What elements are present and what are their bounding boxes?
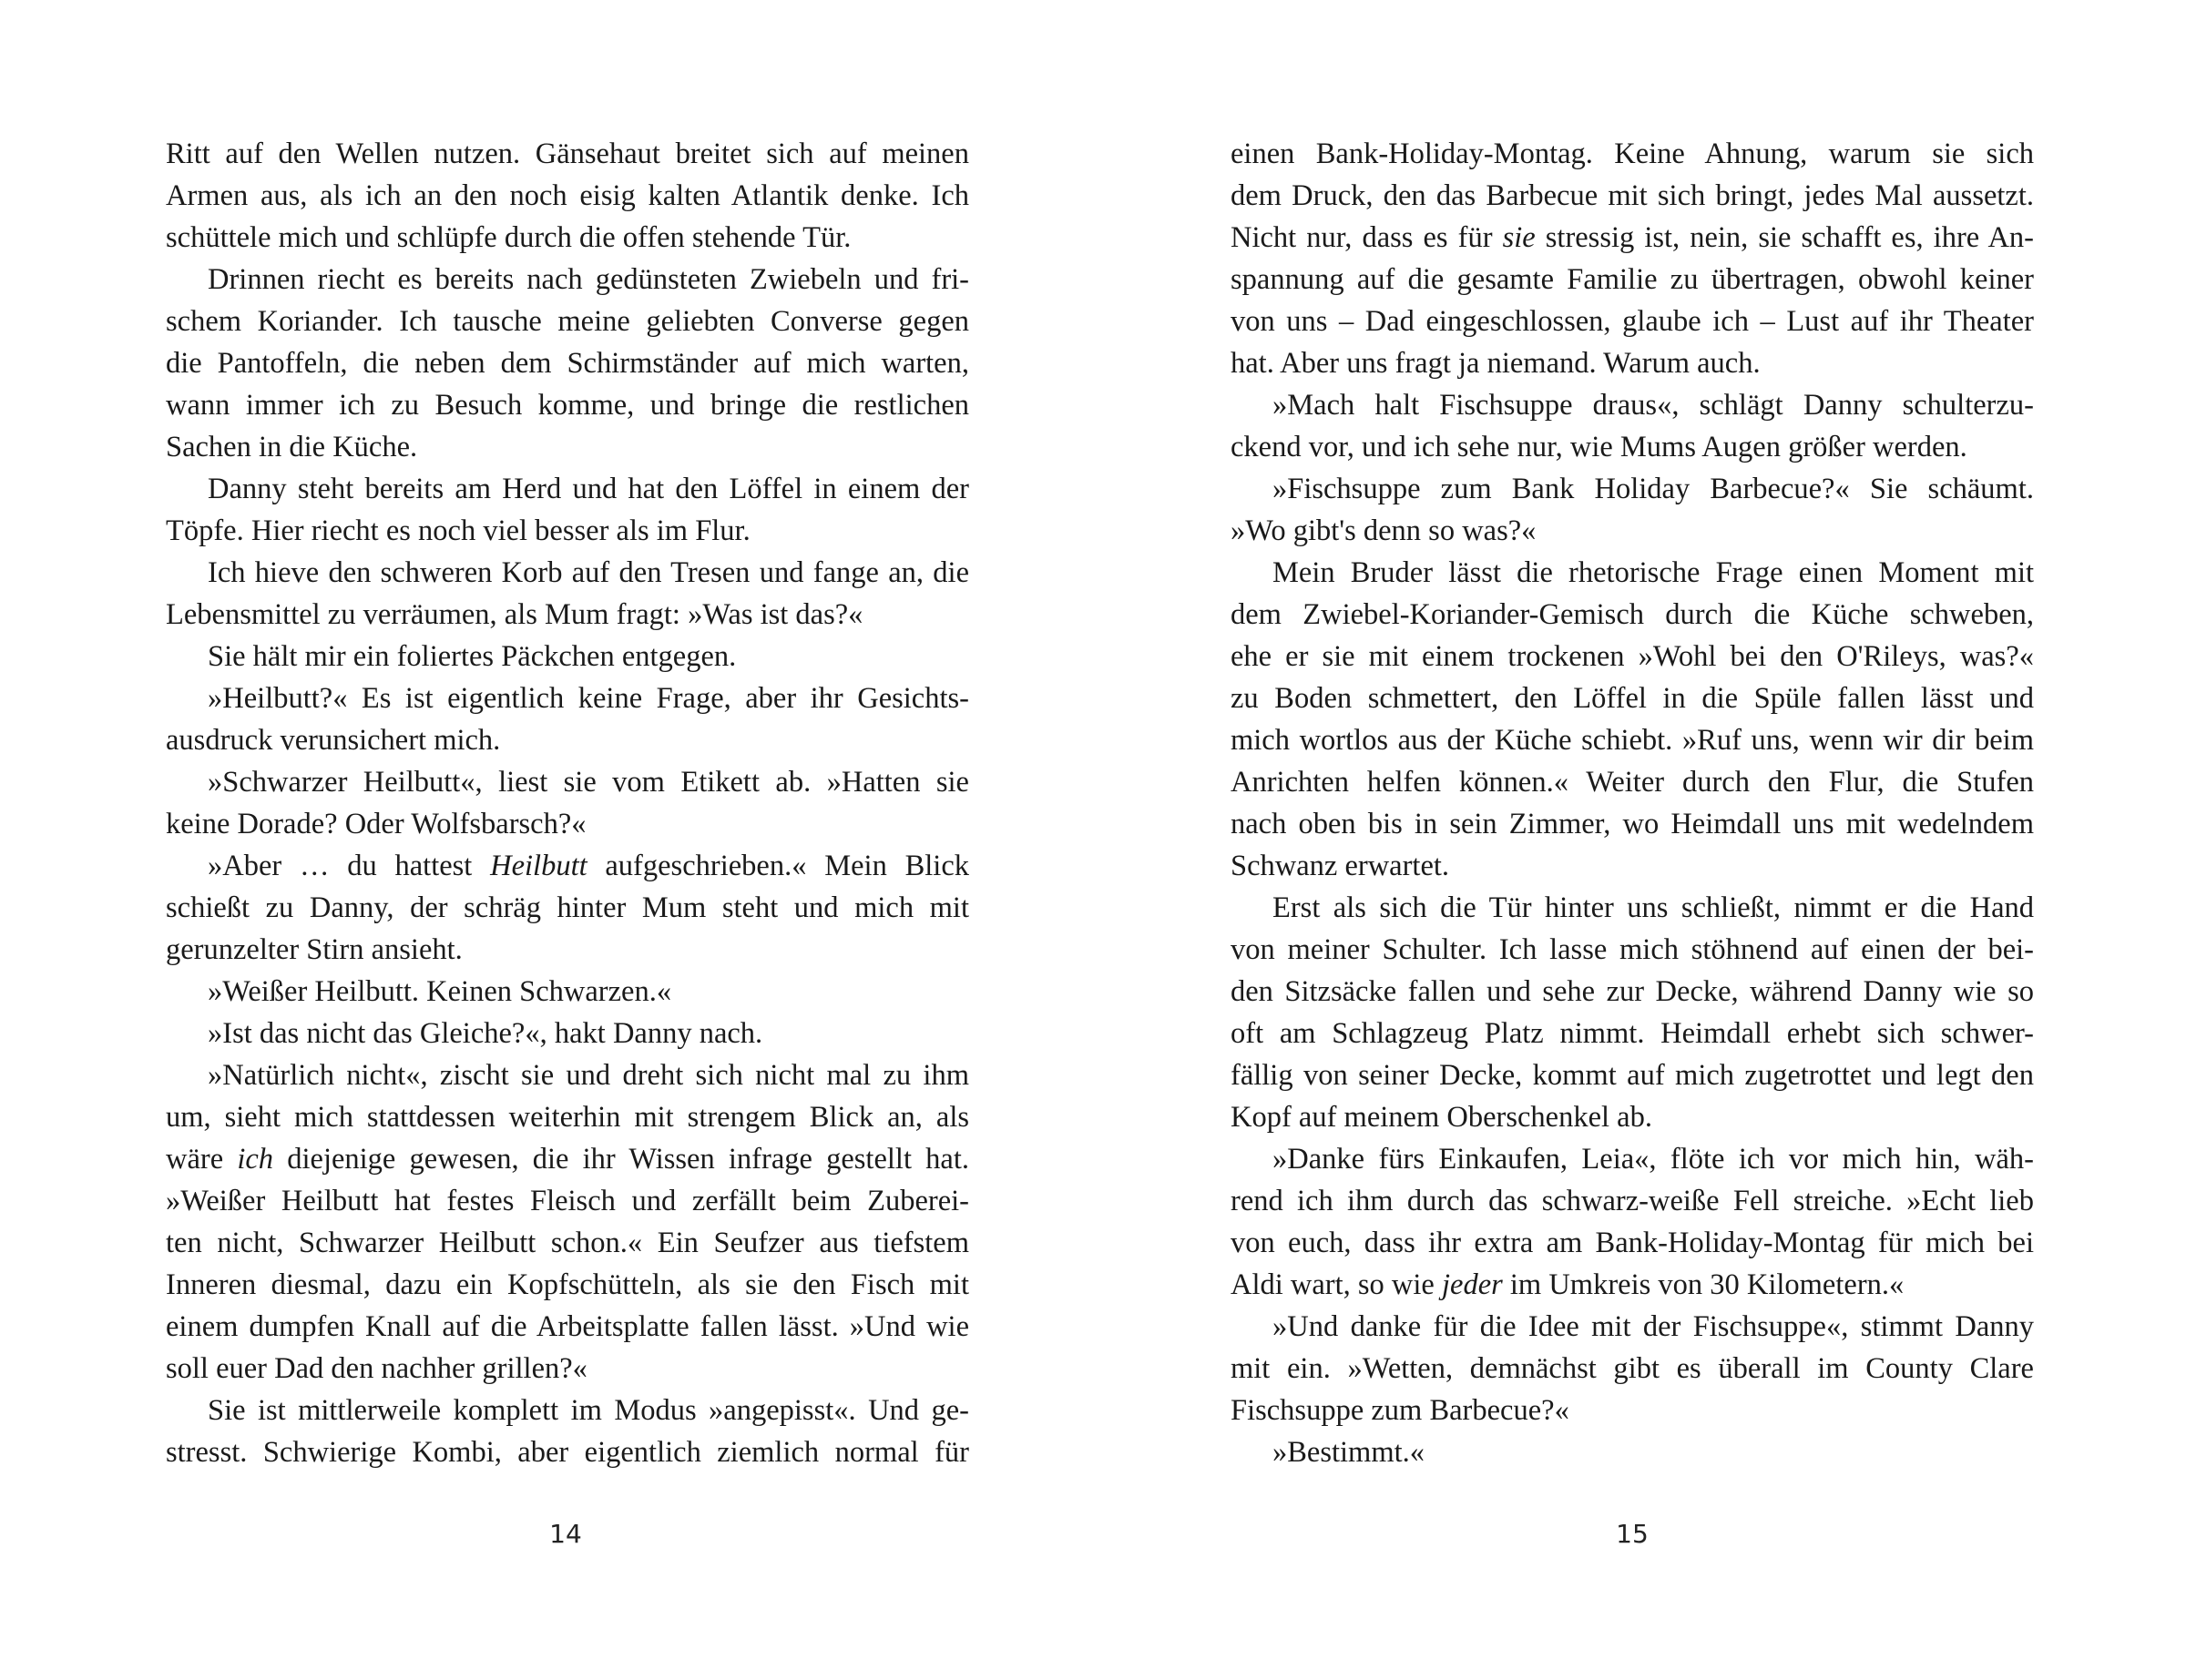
left-page-text [166, 133, 969, 1473]
text-line [1231, 677, 2034, 719]
line-text: Ritt auf den Wellen nutzen. Gänsehaut breitet sich auf meinen [166, 137, 969, 170]
line-text: »Ist das nicht das Gleiche?«, hakt Danny nach. [208, 1017, 763, 1050]
text-line [1231, 426, 2034, 468]
line-text: wäre [166, 1143, 238, 1176]
text-line [1231, 384, 2034, 426]
line-text: ckend vor, und ich sehe nur, wie Mums Augen größer werden. [1231, 431, 1967, 463]
line-text: »Danke fürs Einkaufen, Leia«, flöte ich vor mich hin, wäh- [1272, 1143, 2034, 1176]
text-line [166, 468, 969, 510]
text-line [166, 259, 969, 300]
line-text: nach oben bis in sein Zimmer, wo Heimdall uns mit wedelndem [1231, 808, 2034, 840]
text-line [166, 175, 969, 217]
text-line [1231, 342, 2034, 384]
line-text: schießt zu Danny, der schräg hinter Mum steht und mich mit [166, 891, 969, 924]
line-text: dem Druck, den das Barbecue mit sich bringt, jedes Mal aussetzt. [1231, 179, 2034, 212]
line-text: Inneren diesmal, dazu ein Kopfschütteln, als sie den Fisch mit [166, 1268, 969, 1301]
text-line [166, 1222, 969, 1264]
text-line [1231, 510, 2034, 552]
line-text: den Sitzsäcke fallen und sehe zur Decke, während Danny wie so [1231, 975, 2034, 1008]
text-line [1231, 761, 2034, 803]
text-line [1231, 1264, 2034, 1306]
line-text: Sie ist mittlerweile komplett im Modus »angepisst«. Und ge- [208, 1394, 969, 1427]
line-text: Erst als sich die Tür hinter uns schließt, nimmt er die Hand [1272, 891, 2034, 924]
text-line [1231, 803, 2034, 845]
text-line [1231, 217, 2034, 259]
italic-text: ich [237, 1143, 274, 1176]
line-text: schüttele mich und schlüpfe durch die offen stehende Tür. [166, 221, 852, 254]
line-text: diejenige gewesen, die ihr Wissen infrage gestellt hat. [273, 1143, 969, 1176]
text-line [166, 971, 969, 1013]
line-text: ausdruck verunsichert mich. [166, 724, 501, 757]
right-page-text [1231, 133, 2034, 1473]
text-line [166, 1138, 969, 1180]
line-text: spannung auf die gesamte Familie zu übertragen, obwohl keiner [1231, 263, 2034, 296]
text-line [1231, 259, 2034, 300]
page-number-right: 15 [1616, 1519, 1649, 1549]
line-text: »Heilbutt?« Es ist eigentlich keine Frage, aber ihr Gesichts- [208, 682, 969, 715]
text-line [1231, 468, 2034, 510]
line-text: von meiner Schulter. Ich lasse mich stöhnend auf einen der bei- [1231, 933, 2034, 966]
text-line [1231, 300, 2034, 342]
line-text: Sie hält mir ein foliertes Päckchen entgegen. [208, 640, 737, 673]
text-line [166, 133, 969, 175]
text-line [1231, 552, 2034, 594]
text-line [1231, 971, 2034, 1013]
text-line [1231, 133, 2034, 175]
line-text: »Weißer Heilbutt hat festes Fleisch und zerfällt beim Zuberei- [166, 1185, 969, 1217]
line-text: Sachen in die Küche. [166, 431, 418, 463]
line-text: aufgeschrieben.« Mein Blick [587, 850, 969, 882]
line-text: einem dumpfen Knall auf die Arbeitsplatte fallen lässt. »Und wie [166, 1310, 969, 1343]
text-line [166, 1348, 969, 1390]
line-text: dem Zwiebel-Koriander-Gemisch durch die Küche schweben, [1231, 598, 2034, 631]
line-text: stresst. Schwierige Kombi, aber eigentlich ziemlich normal für [166, 1436, 969, 1469]
line-text: »Aber … du hattest [208, 850, 491, 882]
text-line [1231, 1431, 2034, 1473]
text-line [166, 719, 969, 761]
text-line [1231, 636, 2034, 677]
line-text: stressig ist, nein, sie schafft es, ihre An- [1535, 221, 2034, 254]
text-line [166, 636, 969, 677]
line-text: Danny steht bereits am Herd und hat den Löffel in einem der [208, 473, 969, 505]
line-text: mich wortlos aus der Küche schiebt. »Ruf uns, wenn wir dir beim [1231, 724, 2034, 757]
line-text: von uns – Dad eingeschlossen, glaube ich – Lust auf ihr Theater [1231, 305, 2034, 338]
italic-text: sie [1502, 221, 1536, 254]
line-text: »Schwarzer Heilbutt«, liest sie vom Etikett ab. »Hatten sie [208, 766, 969, 799]
line-text: Aldi wart, so wie [1231, 1268, 1442, 1301]
line-text: Fischsuppe zum Barbecue?« [1231, 1394, 1569, 1427]
line-text: Mein Bruder lässt die rhetorische Frage einen Moment mit [1272, 556, 2034, 589]
line-text: schem Koriander. Ich tausche meine geliebten Converse gegen [166, 305, 969, 338]
line-text: die Pantoffeln, die neben dem Schirmständer auf mich warten, [166, 347, 969, 380]
line-text: oft am Schlagzeug Platz nimmt. Heimdall erhebt sich schwer- [1231, 1017, 2034, 1050]
text-line [1231, 1096, 2034, 1138]
text-line [1231, 1390, 2034, 1431]
line-text: hat. Aber uns fragt ja niemand. Warum auch. [1231, 347, 1761, 380]
line-text: Schwanz erwartet. [1231, 850, 1450, 882]
text-line [1231, 887, 2034, 929]
text-line [1231, 594, 2034, 636]
italic-text: Heilbutt [490, 850, 587, 882]
text-line [166, 510, 969, 552]
text-line [166, 1431, 969, 1473]
line-text: gerunzelter Stirn ansieht. [166, 933, 463, 966]
text-line [1231, 929, 2034, 971]
text-line [166, 552, 969, 594]
text-line [166, 677, 969, 719]
text-line [166, 761, 969, 803]
text-line [1231, 1306, 2034, 1348]
line-text: im Umkreis von 30 Kilometern.« [1502, 1268, 1905, 1301]
text-line [1231, 1222, 2034, 1264]
line-text: einen Bank-Holiday-Montag. Keine Ahnung, warum sie sich [1231, 137, 2034, 170]
text-line [166, 887, 969, 929]
line-text: rend ich ihm durch das schwarz-weiße Fell streiche. »Echt lieb [1231, 1185, 2034, 1217]
line-text: Armen aus, als ich an den noch eisig kalten Atlantik denke. Ich [166, 179, 969, 212]
line-text: mit ein. »Wetten, demnächst gibt es überall im County Clare [1231, 1352, 2034, 1385]
text-line [166, 1013, 969, 1054]
line-text: Kopf auf meinem Oberschenkel ab. [1231, 1101, 1652, 1134]
text-line [1231, 1348, 2034, 1390]
text-line [166, 1180, 969, 1222]
line-text: soll euer Dad den nachher grillen?« [166, 1352, 587, 1385]
line-text: ehe er sie mit einem trockenen »Wohl bei den O'Rileys, was?« [1231, 640, 2034, 673]
text-line [166, 217, 969, 259]
line-text: »Weißer Heilbutt. Keinen Schwarzen.« [208, 975, 672, 1008]
text-line [1231, 1013, 2034, 1054]
line-text: »Wo gibt's denn so was?« [1231, 514, 1537, 547]
text-line [1231, 1054, 2034, 1096]
page-number-left: 14 [549, 1519, 582, 1549]
line-text: wann immer ich zu Besuch komme, und bringe die restlichen [166, 389, 969, 422]
line-text: »Natürlich nicht«, zischt sie und dreht sich nicht mal zu ihm [208, 1059, 969, 1092]
line-text: Drinnen riecht es bereits nach gedünsteten Zwiebeln und fri- [208, 263, 969, 296]
line-text: »Mach halt Fischsuppe draus«, schlägt Danny schulterzu- [1272, 389, 2034, 422]
line-text: »Bestimmt.« [1272, 1436, 1425, 1469]
line-text: Lebensmittel zu verräumen, als Mum fragt: »Was ist das?« [166, 598, 863, 631]
text-line [166, 1264, 969, 1306]
line-text: Töpfe. Hier riecht es noch viel besser als im Flur. [166, 514, 751, 547]
line-text: fällig von seiner Decke, kommt auf mich zugetrottet und legt den [1231, 1059, 2034, 1092]
text-line [166, 594, 969, 636]
text-line [1231, 1138, 2034, 1180]
line-text: um, sieht mich stattdessen weiterhin mit strengem Blick an, als [166, 1101, 969, 1134]
line-text: von euch, dass ihr extra am Bank-Holiday-Montag für mich bei [1231, 1227, 2034, 1259]
text-line [166, 1390, 969, 1431]
text-line [1231, 175, 2034, 217]
line-text: ten nicht, Schwarzer Heilbutt schon.« Ein Seufzer aus tiefstem [166, 1227, 969, 1259]
text-line [166, 1054, 969, 1096]
text-line [1231, 845, 2034, 887]
text-line [166, 803, 969, 845]
line-text: Ich hieve den schweren Korb auf den Tresen und fange an, die [208, 556, 969, 589]
text-line [1231, 719, 2034, 761]
text-line [166, 300, 969, 342]
text-line [166, 1096, 969, 1138]
text-line [166, 929, 969, 971]
line-text: »Und danke für die Idee mit der Fischsuppe«, stimmt Danny [1272, 1310, 2034, 1343]
text-line [166, 426, 969, 468]
text-line [166, 384, 969, 426]
line-text: Nicht nur, dass es für [1231, 221, 1503, 254]
line-text: zu Boden schmettert, den Löffel in die Spüle fallen lässt und [1231, 682, 2034, 715]
line-text: »Fischsuppe zum Bank Holiday Barbecue?« Sie schäumt. [1272, 473, 2034, 505]
italic-text: jeder [1441, 1268, 1503, 1301]
text-line [166, 342, 969, 384]
text-line [1231, 1180, 2034, 1222]
line-text: Anrichten helfen können.« Weiter durch den Flur, die Stufen [1231, 766, 2034, 799]
line-text: keine Dorade? Oder Wolfsbarsch?« [166, 808, 587, 840]
text-line [166, 845, 969, 887]
text-line [166, 1306, 969, 1348]
